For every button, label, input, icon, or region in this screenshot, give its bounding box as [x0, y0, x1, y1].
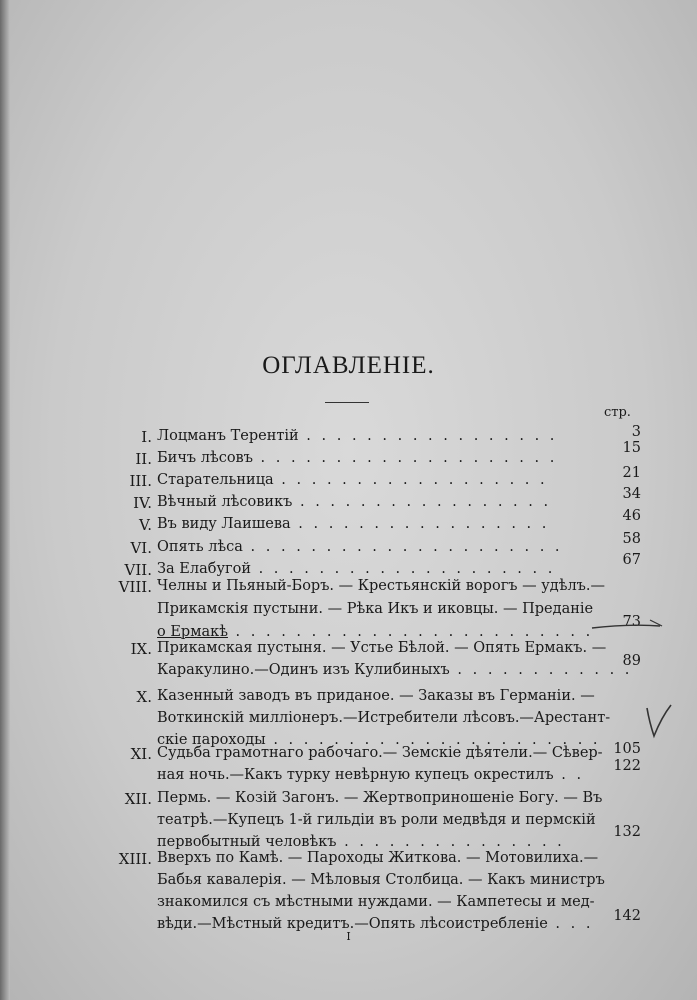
chapter-title-line: Бабья кавалерія. — Мѣловыя Столбица. — Какъ министръ	[157, 872, 605, 888]
chapter-title-line: Казенный заводъ въ приданое. — Заказы въ Германіи. —	[157, 688, 595, 704]
chapter-title-line: Челны и Пьяный-Боръ. — Крестьянскій ворогъ — удѣлъ.—	[157, 578, 605, 594]
chapter-number: XII.	[124, 790, 152, 808]
chapter-number: IV.	[133, 494, 152, 512]
page-number: 3	[631, 424, 641, 440]
chapter-number: II.	[135, 450, 152, 468]
page-number: 67	[622, 552, 641, 568]
page-title: ОГЛАВЛЕНІЕ.	[262, 352, 435, 379]
page-number: 142	[613, 908, 641, 924]
page-footer-signature: I	[346, 930, 351, 943]
page-number: 15	[622, 440, 641, 456]
chapter-title-line: Прикамская пустыня. — Устье Бѣлой. — Опять Ермакъ. —	[157, 640, 607, 656]
chapter-number: VII.	[124, 561, 152, 579]
page-number: 34	[622, 486, 641, 502]
pencil-underline-mark	[590, 612, 665, 636]
chapter-title: За Елабугой . . . . . . . . . . . . . . . . . . . .	[157, 561, 556, 577]
chapter-title: Опять лѣса . . . . . . . . . . . . . . . . . . . . .	[157, 539, 563, 555]
page-number: 105	[613, 741, 641, 757]
page-number: 58	[622, 531, 641, 547]
chapter-title-line: знакомился съ мѣстными нуждами. — Кампетесы и мед-	[157, 894, 595, 910]
chapter-title: вѣди.—Мѣстный кредитъ.—Опять лѣсоистребленіе . . .	[157, 916, 594, 932]
page-column-header: стр.	[604, 405, 631, 420]
chapter-number: III.	[129, 472, 152, 490]
chapter-title: Бичъ лѣсовъ . . . . . . . . . . . . . . . . . . . .	[157, 450, 558, 466]
chapter-title: Старательница . . . . . . . . . . . . . . . . . .	[157, 472, 548, 488]
chapter-number: XIII.	[118, 850, 152, 868]
page-number: 89	[622, 653, 641, 669]
chapter-number: V.	[139, 516, 152, 534]
chapter-title-line: Прикамскія пустыни. — Рѣка Икъ и иковцы. — Преданіе	[157, 601, 594, 617]
chapter-title: ная ночь.—Какъ турку невѣрную купецъ окрестилъ . .	[157, 767, 585, 783]
page-edge-shadow	[0, 0, 10, 1000]
chapter-title: скіе пароходы . . . . . . . . . . . . . . . . . . . . . .	[157, 732, 601, 748]
chapter-number: XI.	[130, 745, 152, 763]
page-number: 21	[622, 465, 641, 481]
chapter-number: I.	[141, 428, 152, 446]
chapter-title-line: Вверхъ по Камѣ. — Пароходы Житкова. — Мотовилиха.—	[157, 850, 599, 866]
chapter-title: Каракулино.—Одинъ изъ Кулибиныхъ . . . . . . . . . . . .	[157, 662, 633, 678]
chapter-title: первобытный человѣкъ . . . . . . . . . . . . . . .	[157, 834, 565, 850]
page-number: 132	[613, 824, 641, 840]
page-number: 46	[622, 508, 641, 524]
chapter-title-line: Судьба грамотнаго рабочаго.— Земскіе дѣятели.— Сѣвер-	[157, 745, 603, 761]
chapter-number: VI.	[130, 539, 152, 557]
chapter-title: Лоцманъ Терентій . . . . . . . . . . . . . . . . .	[157, 428, 558, 444]
chapter-number: X.	[136, 688, 152, 706]
chapter-title-line: Пермь. — Козій Загонъ. — Жертвоприношеніе Богу. — Въ	[157, 790, 603, 806]
chapter-number: VIII.	[118, 578, 152, 596]
chapter-title-line: Воткинскій милліонеръ.—Истребители лѣсовъ.—Арестант-	[157, 710, 611, 726]
title-divider	[325, 402, 369, 403]
chapter-title: о Ермакѣ . . . . . . . . . . . . . . . . . . . . . . . .	[157, 624, 594, 640]
chapter-title: Въ виду Лаишева . . . . . . . . . . . . . . . . .	[157, 516, 550, 532]
page-number: 122	[613, 758, 641, 774]
chapter-title: Вѣчный лѣсовикъ . . . . . . . . . . . . . . . . .	[157, 494, 552, 510]
chapter-number: IX.	[130, 640, 152, 658]
chapter-title-line: театрѣ.—Купецъ 1-й гильдіи въ роли медвѣдя и пермскій	[157, 812, 596, 828]
pencil-checkmark	[644, 702, 674, 742]
page-number: 73	[622, 614, 641, 630]
